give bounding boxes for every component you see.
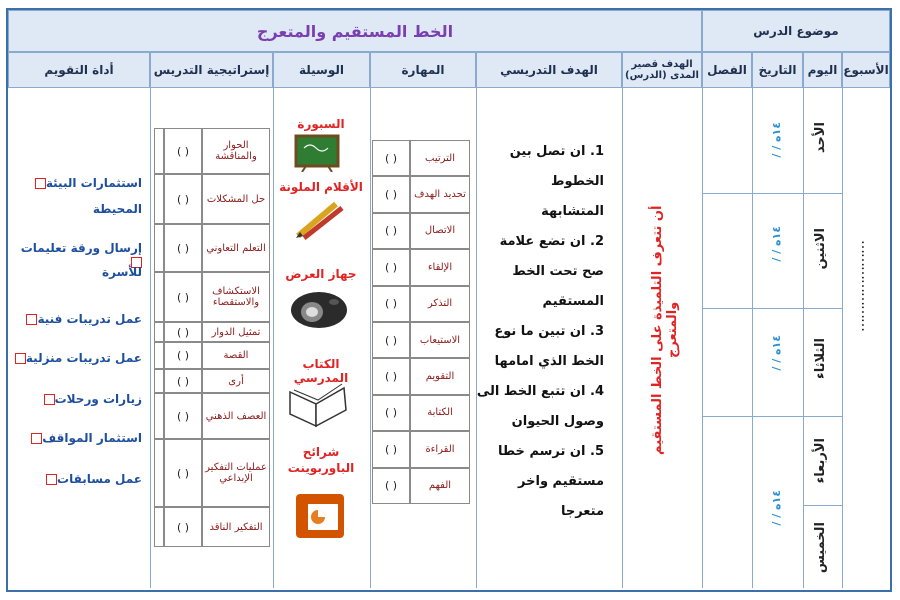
col-day-label: اليوم [807,63,838,77]
evaluation-item [6,202,142,216]
divider [752,88,753,588]
objective-line: مستقيم واخر [518,474,604,489]
objective-line: 4. ان تتبع الخط الى [476,384,604,399]
skill-name: التذكر [410,286,470,322]
powerpoint-icon [294,490,346,540]
checkbox-icon[interactable] [31,433,42,444]
strategy-name: العصف الذهني [202,393,270,439]
col-evaluation [8,52,150,88]
objective-line: 1. ان تصل بين [509,144,604,159]
media-label-blackboard: السبورة [297,117,345,131]
strategy-check-box[interactable]: ( ) [164,369,202,393]
skill-check-box[interactable]: ( ) [372,358,410,394]
evaluation-item-text: استثمار المواقف [42,431,142,445]
divider [476,88,477,588]
skill-check-box[interactable]: ( ) [372,322,410,358]
col-class [702,52,752,88]
skill-name: الاستيعاب [410,322,470,358]
skill-name: القراءة [410,431,470,467]
col-strategy [150,52,273,88]
short-goal-text: أن تتعرف التلميذة على الخط المستقيم والمتعرج [650,205,680,455]
strategy-name: الاستكشاف والاستقصاء [202,272,270,322]
media-label-slides: شرائح الباوربوينت [287,445,355,475]
col-skill [370,52,476,88]
day-date: / / ١٤ه [770,490,783,526]
divider [702,88,703,588]
evaluation-item [6,392,142,406]
checkbox-icon[interactable] [15,353,26,364]
strategy-stub-cell [154,369,164,393]
strategy-stub-cell [154,322,164,342]
day-name: الاثنين [813,228,828,270]
skill-check-box[interactable]: ( ) [372,395,410,431]
evaluation-item-text: زيارات ورحلات [54,392,142,406]
col-evaluation-label: أداة التقويم [44,63,114,77]
skill-name: الاتصال [410,213,470,249]
checkbox-icon[interactable] [46,474,57,485]
day-row-divider [803,505,842,506]
blackboard-icon [294,134,340,172]
strategy-name: القصة [202,342,270,369]
objectives-list [476,137,604,527]
day-row-divider [702,308,842,309]
evaluation-item [6,312,142,326]
col-media [273,52,370,88]
skill-check-box[interactable]: ( ) [372,286,410,322]
evaluation-item-text: عمل مسابقات [57,472,142,486]
col-class-label: الفصل [707,63,747,77]
strategy-name: الحوار والمناقشة [202,128,270,174]
day-name: الثلاثاء [813,338,828,379]
strategy-name: تمثيل الدوار [202,322,270,342]
evaluation-item [6,431,142,445]
skill-check-box[interactable]: ( ) [372,468,410,504]
strategy-stub-cell [154,174,164,224]
col-strategy-label: إستراتيجية التدريس [153,63,270,77]
media-label-projector: جهاز العرض [285,267,357,281]
objective-line: 5. ان ترسم خطا [498,444,604,459]
day-name: الخميس [813,522,828,574]
strategy-stub-cell [154,224,164,272]
divider [370,88,371,588]
lesson-topic-label [702,10,890,52]
lesson-title: الخط المستقيم والمتعرج [256,21,454,41]
day-date: / / ١٤ه [770,226,783,262]
objective-line: المستقيم [542,294,604,309]
strategy-check-box[interactable]: ( ) [164,507,202,547]
media-label-pens: الأقلام الملونة [279,180,363,194]
objective-line: المتشابهة [541,204,604,219]
evaluation-item [6,176,142,190]
skill-check-box[interactable]: ( ) [372,213,410,249]
skill-name: التقويم [410,358,470,394]
strategy-name: أرى [202,369,270,393]
col-week [842,52,890,88]
skill-name: الفهم [410,468,470,504]
strategy-name: حل المشكلات [202,174,270,224]
divider [803,88,804,588]
day-date: / / ١٤ه [770,335,783,371]
col-day [803,52,842,88]
strategy-check-box[interactable]: ( ) [164,439,202,507]
evaluation-item-text: للأسرة [102,265,142,279]
divider [842,88,843,588]
strategy-check-box[interactable]: ( ) [164,342,202,369]
objective-line: صح تحت الخط [512,264,604,279]
divider [622,88,623,588]
divider [273,88,274,588]
objective-line: 3. ان تبين ما نوع [494,324,604,339]
skill-check-box[interactable]: ( ) [372,249,410,285]
strategy-stub-cell [154,272,164,322]
strategy-check-box[interactable]: ( ) [164,224,202,272]
strategy-stub-cell [154,439,164,507]
lesson-topic-label-text: موضوع الدرس [753,24,839,38]
strategy-name: عمليات التفكير الإبداعي [202,439,270,507]
strategy-check-box[interactable]: ( ) [164,322,202,342]
checkbox-icon[interactable] [44,394,55,405]
col-date-label: التاريخ [758,63,797,77]
divider [150,88,151,588]
media-label-book: الكتاب المدرسي [293,357,349,385]
col-media-label: الوسيلة [298,63,345,77]
checkbox-icon[interactable] [35,178,46,189]
skill-check-box[interactable]: ( ) [372,431,410,467]
objective-line: وصول الحيوان [511,414,604,429]
col-week-label: الأسبوع [843,63,889,77]
strategy-name: التفكير الناقد [202,507,270,547]
strategy-name: التعلم التعاوني [202,224,270,272]
evaluation-item [6,265,142,279]
strategy-stub-cell [154,507,164,547]
day-row-divider [702,416,842,417]
strategy-stub-cell [154,342,164,369]
projector-icon [288,284,350,332]
col-date [752,52,803,88]
evaluation-item-text: عمل تدريبات فنية [37,312,142,326]
strategy-check-box[interactable]: ( ) [164,272,202,322]
evaluation-item-text: استثمارات البيئة [45,176,142,190]
day-name: الأحد [813,122,828,154]
strategy-check-box[interactable]: ( ) [164,128,202,174]
skill-name: الإلقاء [410,249,470,285]
lesson-title-cell [8,10,702,52]
skill-name: الترتيب [410,140,470,176]
col-objective-label: الهدف التدريسي [500,63,598,77]
evaluation-item-text: إرسال ورقة تعليمات [20,241,142,255]
day-name: الأربعاء [813,438,828,484]
evaluation-item-text: المحيطة [92,202,142,216]
col-short-goal-label: الهدف قصير المدى (الدرس) [625,59,699,81]
week-value: ………………… [858,240,874,331]
evaluation-item [6,351,142,365]
checkbox-icon[interactable] [26,314,37,325]
skill-name: الكتابة [410,395,470,431]
strategy-stub-cell [154,393,164,439]
evaluation-item [6,472,142,486]
day-date: / / ١٤ه [770,122,783,158]
objective-line: الخط الذي امامها [494,354,604,369]
strategy-check-box[interactable]: ( ) [164,393,202,439]
pens-icon [292,198,346,240]
evaluation-item-text: عمل تدريبات منزلية [25,351,142,365]
skill-check-box[interactable]: ( ) [372,176,410,212]
objective-line: متعرجا [560,504,604,519]
day-row-divider [702,193,842,194]
objective-line: 2. ان تضع علامة [499,234,604,249]
objective-line: الخطوط [550,174,604,189]
col-skill-label: المهارة [401,63,445,77]
strategy-stub-cell [154,128,164,174]
col-objective [476,52,622,88]
col-short-goal [622,52,702,88]
strategy-check-box[interactable]: ( ) [164,174,202,224]
skill-check-box[interactable]: ( ) [372,140,410,176]
book-icon [286,378,350,430]
skill-name: تحديد الهدف [410,176,470,212]
